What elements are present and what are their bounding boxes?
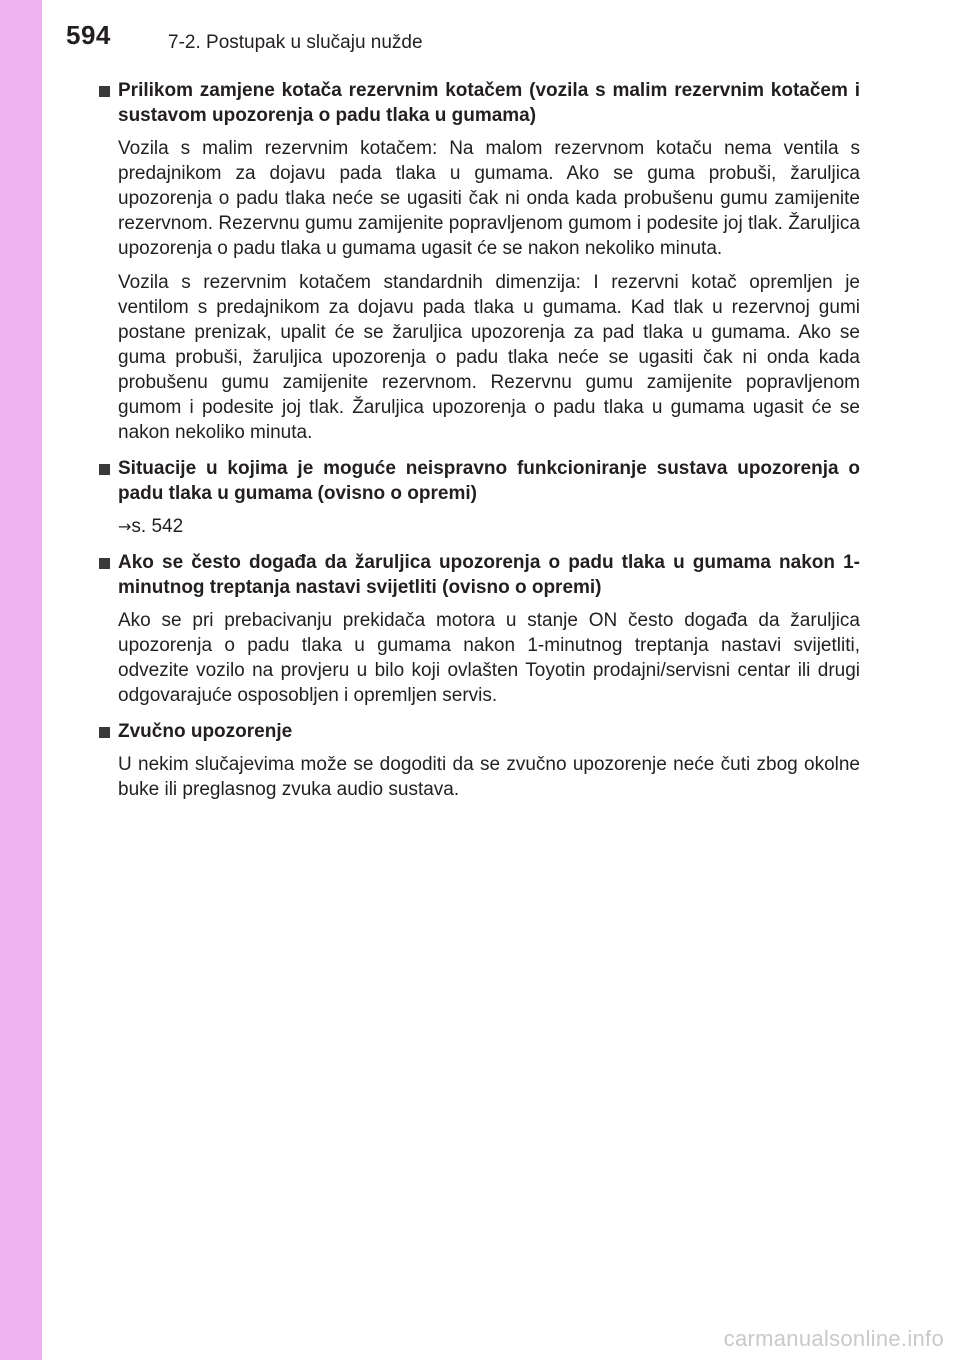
section-heading: Zvučno upozorenje xyxy=(118,721,293,742)
section-spare-wheel-replacement xyxy=(96,78,860,445)
section-heading: Ako se često događa da žaruljica upozorenja o padu tlaka u gumama nakon 1-minutnog treptanja nastavi svijetliti (ovisno o opremi) xyxy=(118,552,860,598)
section-heading: Situacije u kojima je moguće neispravno funkcioniranje sustava upozorenja o padu tlaka u gumama (ovisno o opremi) xyxy=(118,458,860,504)
page-number: 594 xyxy=(66,20,111,50)
square-bullet-icon xyxy=(99,727,110,738)
section-warning-light-stays-on xyxy=(96,550,860,708)
square-bullet-icon xyxy=(99,464,110,475)
section-heading: Prilikom zamjene kotača rezervnim kotačem (vozila s malim rezervnim kotačem i sustavom upozorenja o padu tlaka u gumama) xyxy=(118,80,860,126)
paragraph: Ako se pri prebacivanju prekidača motora u stanje ON često događa da žaruljica upozorenja o padu tlaka u gumama nakon 1-minutnog treptanja nastavi svijetliti, odvezite vozilo na provjeru u bilo koji ovlašten Toyotin prodajni/servisni centar ili drugi odgovarajuće osposobljen i opremljen servis. xyxy=(118,610,860,706)
paragraph: Vozila s rezervnim kotačem standardnih dimenzija: I rezervni kotač opremljen je ventilom s predajnikom za dojavu pada tlaka u gumama. Kad tlak u rezervnoj gumi postane prenizak, upalit će se žaruljica upozorenja za pad tlaka u gumama. Ako se guma probuši, žaruljica upozorenja o padu tlaka neće se ugasiti čak ni onda kada probušenu gumu zamijenite rezervnom. Rezervnu gumu zamijenite popravljenom gumom i podesite joj tlak. Žaruljica upozorenja o padu tlaka u gumama ugasit će se nakon nekoliko minuta. xyxy=(118,272,860,443)
chapter-side-tab xyxy=(0,0,42,1360)
chapter-title: 7-2. Postupak u slučaju nužde xyxy=(168,32,423,53)
square-bullet-icon xyxy=(99,86,110,97)
section-malfunction-situations xyxy=(96,456,860,539)
watermark: carmanualsonline.info xyxy=(723,1326,944,1351)
arrow-right-icon: → xyxy=(118,517,132,536)
square-bullet-icon xyxy=(99,558,110,569)
section-audible-warning xyxy=(96,719,860,802)
page-content xyxy=(96,78,860,813)
page-reference-link[interactable]: s. 542 xyxy=(131,516,184,537)
paragraph: Vozila s malim rezervnim kotačem: Na malom rezervnom kotaču nema ventila s predajnikom za dojavu pada tlaka u gumama. Ako se guma probuši, žaruljica upozorenja o padu tlaka neće se ugasiti čak ni onda kada probušenu gumu zamijenite rezervnom. Rezervnu gumu zamijenite popravljenom gumom i podesite joj tlak. Žaruljica upozorenja o padu tlaka u gumama ugasit će se nakon nekoliko minuta. xyxy=(118,138,860,259)
paragraph: U nekim slučajevima može se dogoditi da se zvučno upozorenje neće čuti zbog okolne buke ili preglasnog zvuka audio sustava. xyxy=(118,754,860,800)
page-reference xyxy=(96,514,860,539)
